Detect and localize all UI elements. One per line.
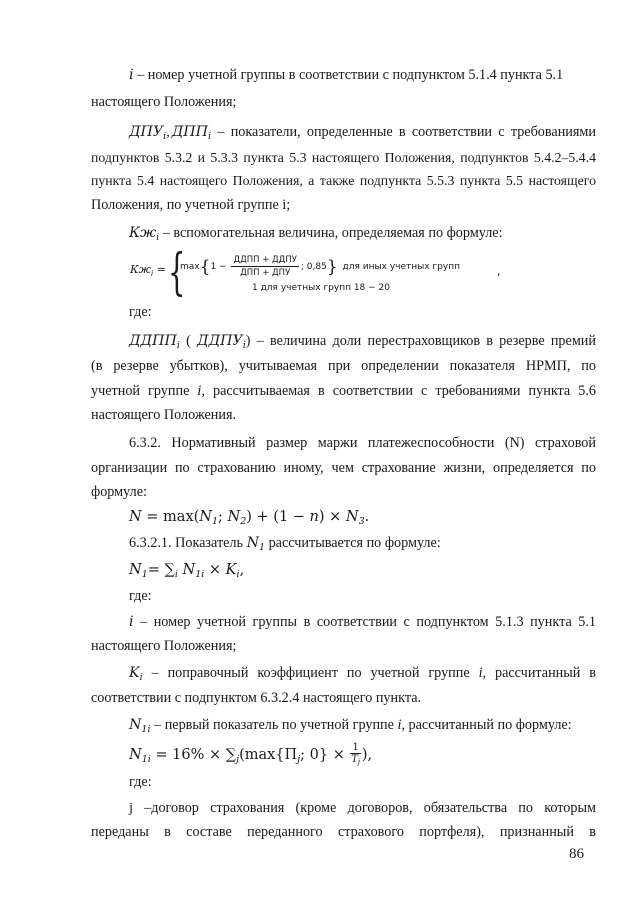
text-line: $ДДПП_i$ ( $ДДПУ_i$) – величина доли перестраховщиков в резерве премий xyxy=(129,333,596,351)
text-line: (в резерве убытков), учитываемая при определении показателя НРМП, по xyxy=(91,358,596,374)
formula-case-1: max{1 − $\frac{\text{ДДПП + ДДПУ}}{\text{ДПП + ДПУ}}$ ; 0,85} для иных учетных групп xyxy=(180,255,460,278)
text-line: соответствии с подпунктом 6.3.2.4 настоящего пункта. xyxy=(91,690,422,706)
formula-fraction: $\frac{\text{ДДПП + ДДПУ}}{\text{ДПП + ДПУ}}$ xyxy=(233,255,297,278)
text-line: $K_i$ – поправочный коэффициент по учетной группе i, рассчитанный в xyxy=(129,665,597,683)
formula-case-2: 1 для учетных групп 18 − 20 xyxy=(252,283,391,293)
text-line: i – номер учетной группы в соответствии с подпунктом 5.1.4 пункта 5.1 xyxy=(129,67,564,83)
text-line: 6.3.2.1. Показатель $N_1$ рассчитывается по формуле: xyxy=(129,535,441,553)
kzh-formula xyxy=(130,243,530,301)
page-number: 86 xyxy=(569,846,584,862)
text-line: где: xyxy=(129,774,152,790)
text-line: настоящего Положения; xyxy=(91,94,237,110)
text-line: настоящего Положения. xyxy=(91,407,237,423)
text-line: $N_{1i}$ – первый показатель по учетной группе i, рассчитанный по формуле: xyxy=(129,717,572,735)
text-line: переданы в составе переданного страхового портфеля), признанный в xyxy=(91,824,596,840)
text-line: настоящего Положения; xyxy=(91,638,237,654)
formula-n1: $N_1= \sum_i$ $N_{1i} \times K_i$, xyxy=(129,562,245,580)
text-line: Положения, по учетной группе i; xyxy=(91,197,291,213)
formula-comma: , xyxy=(497,265,501,278)
formula-lhs: $Кж_i$ = xyxy=(130,263,166,278)
text-line: пункта 5.4 настоящего Положения, а также подпункта 5.5.3 пункта 5.5 настоящего xyxy=(91,173,596,188)
formula-fraction: $\frac{1}{T_j}$ xyxy=(351,742,361,766)
text-line: $ДПУ_i$, $ДПП_i$ – показатели, определенные в соответствии с требованиями xyxy=(129,124,596,142)
text-line: где: xyxy=(129,588,152,604)
left-brace-icon: { xyxy=(168,243,186,301)
text-line: $Кж_i$ – вспомогательная величина, определяемая по формуле: xyxy=(129,225,503,243)
formula-n1i: $N_{1i} = 16\% \times \sum_j(\max\{П_j$; 0} × $\frac{1}{T_j}$ ), xyxy=(129,742,373,766)
text-line: j –договор страхования (кроме договоров, обязательства по которым xyxy=(129,800,596,816)
text-line: формуле: xyxy=(91,484,147,500)
text-line: i – номер учетной группы в соответствии с подпунктом 5.1.3 пункта 5.1 xyxy=(129,614,596,630)
text-line: организации по страхованию иному, чем страхование жизни, определяется по xyxy=(91,460,596,476)
text-line: 6.3.2. Нормативный размер маржи платежеспособности (N) страховой xyxy=(129,435,596,451)
text-line: учетной группе i, рассчитываемая в соответствии с требованиями пункта 5.6 xyxy=(91,383,596,399)
text-line: где: xyxy=(129,304,152,320)
text-line: подпунктов 5.3.2 и 5.3.3 пункта 5.3 настоящего Положения, подпунктов 5.4.2–5.4.4 xyxy=(91,150,596,165)
formula-n: $N = \max(N_1$; $N_2) + (1 - n) \times N_3$. xyxy=(129,509,370,527)
